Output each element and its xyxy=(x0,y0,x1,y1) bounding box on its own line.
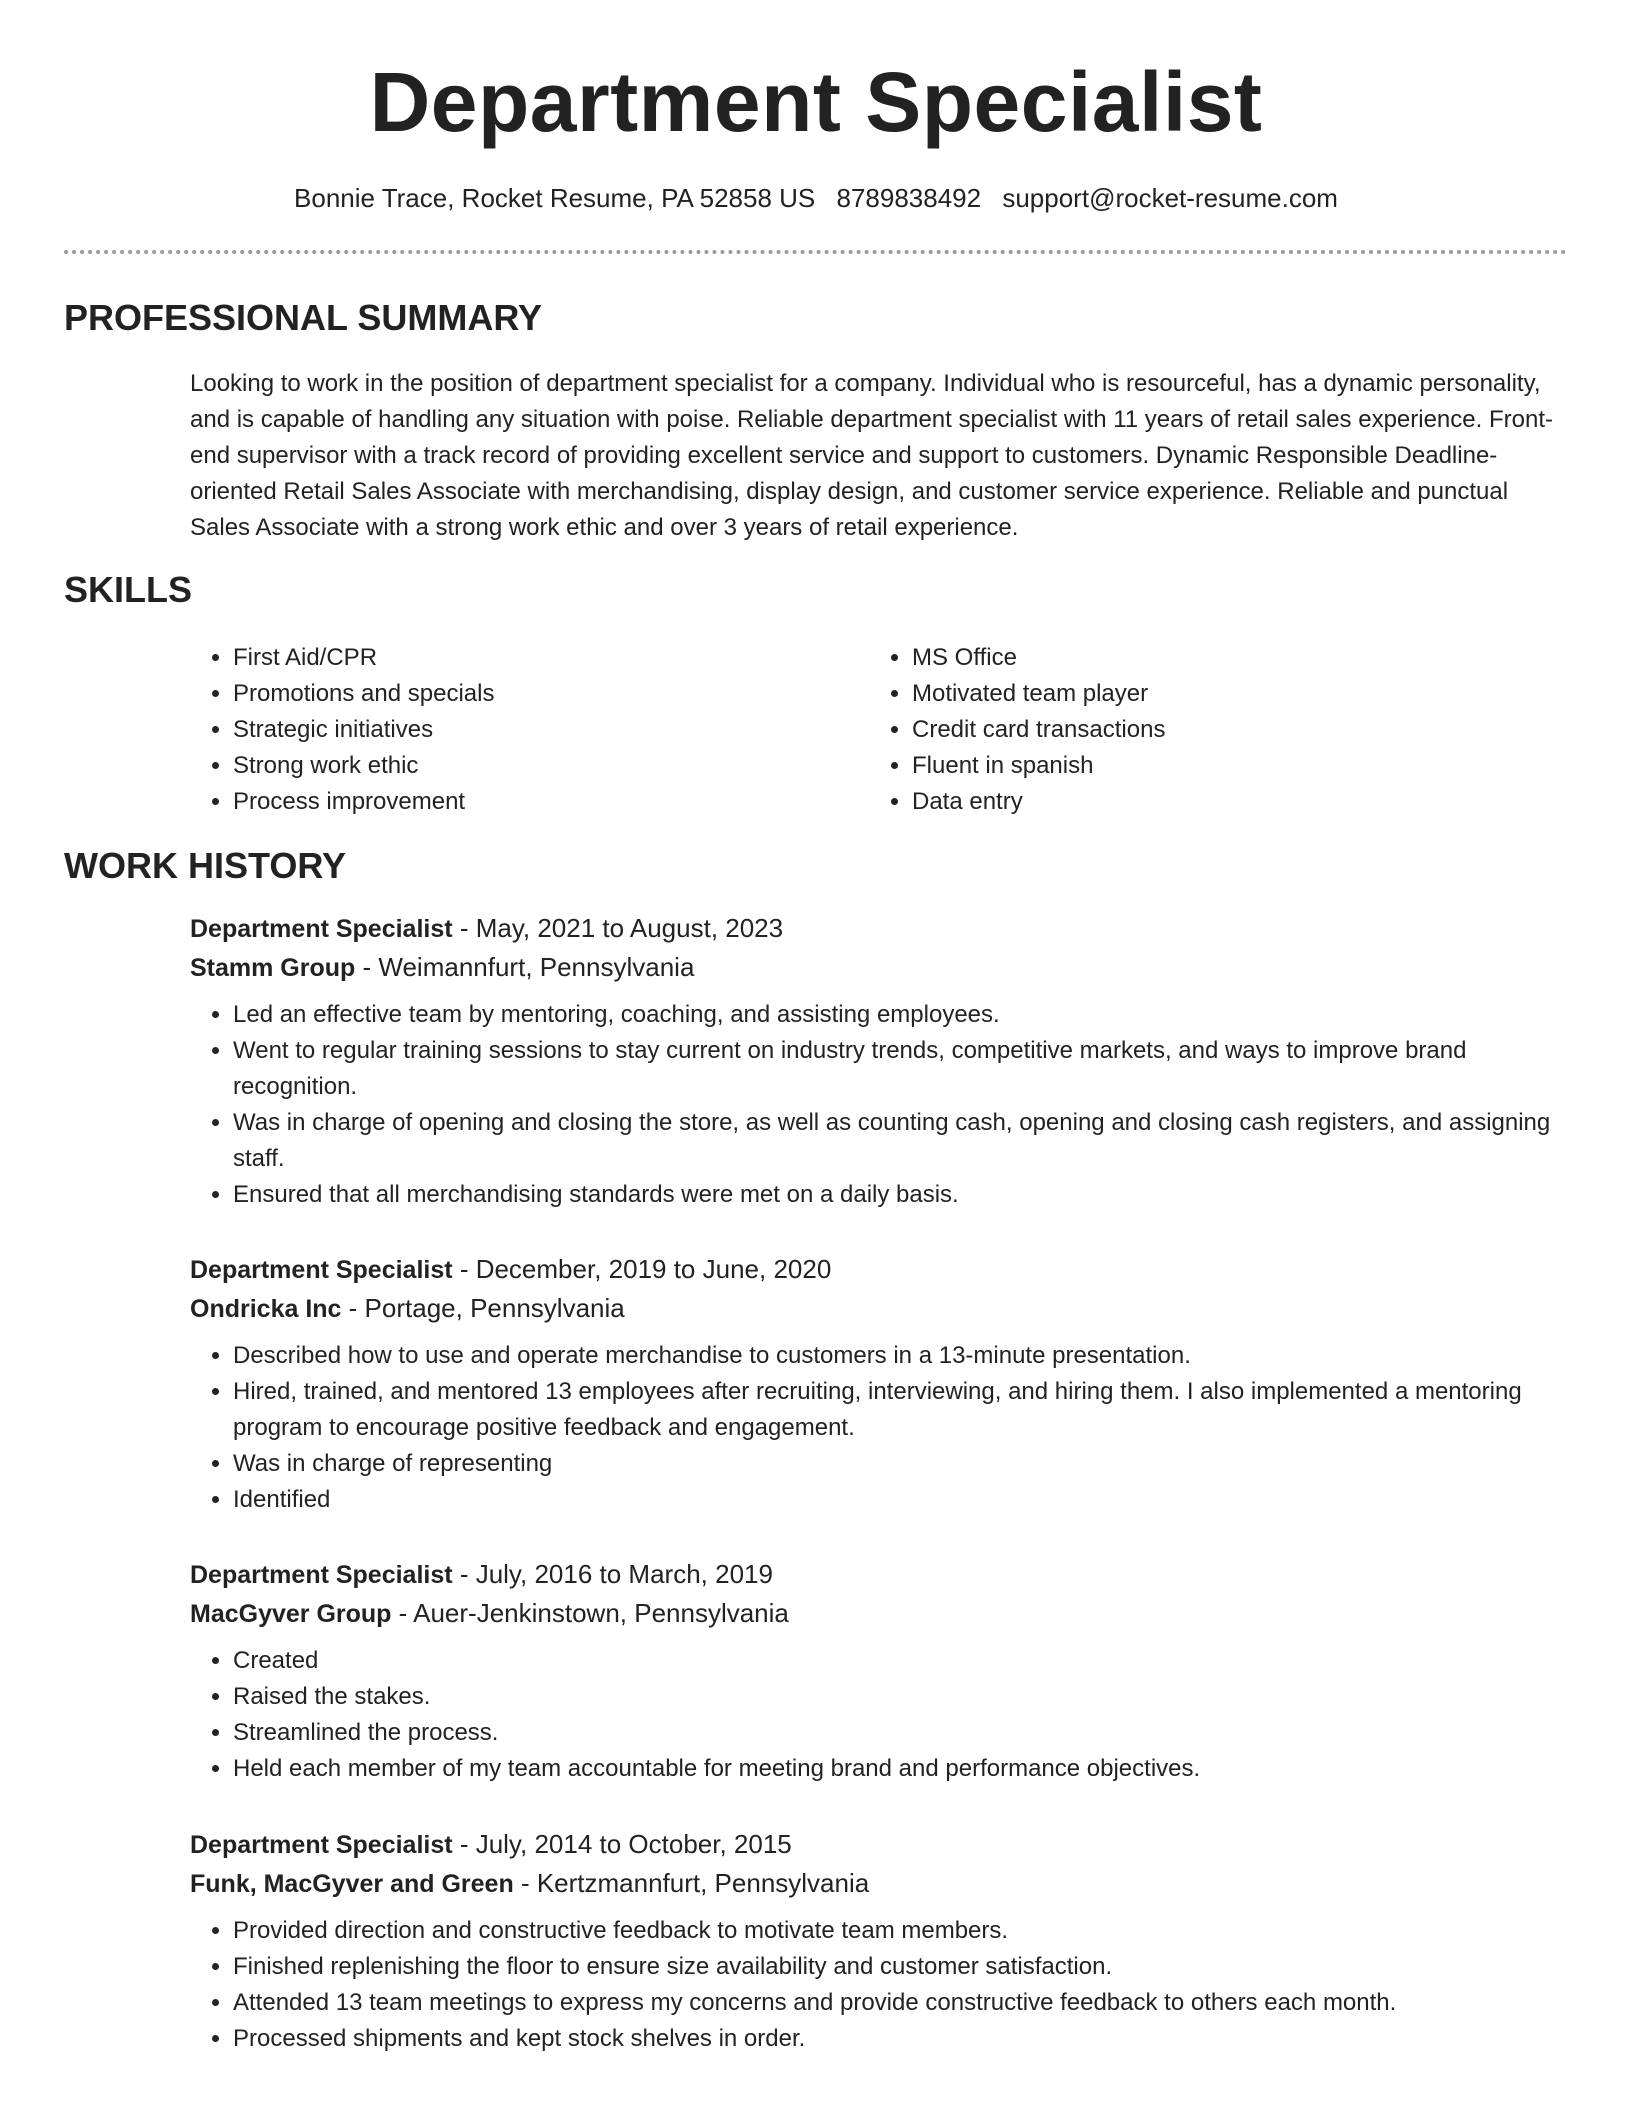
skill-item: • Motivated team player xyxy=(912,676,1548,712)
summary-text: Looking to work in the position of department specialist for a company. Individual who is resourceful, has a dynamic personality, and is capable of handling any situation with poise. Reliable department specialist with 11 years of retail sales experience. Front-end supervisor with a track record of providing excellent service and support to customers. Dynamic Responsible Deadline-oriented Retail Sales Associate with merchandising, display design, and customer service experience. Reliable and punctual Sales Associate with a strong work ethic and over 3 years of retail experience. xyxy=(190,370,1553,541)
job-bullet: • Processed shipments and kept stock shelves in order. xyxy=(233,2021,1570,2057)
skills-heading: SKILLS xyxy=(64,569,193,610)
job-bullet: • Ensured that all merchandising standards were met on a daily basis. xyxy=(233,1177,1570,1213)
skill-item: • MS Office xyxy=(912,640,1548,676)
contact-phone: 8789838492 xyxy=(836,183,982,213)
job-entry xyxy=(190,909,1570,1213)
job-bullet: • Hired, trained, and mentored 13 employees after recruiting, interviewing, and hiring them. I also implemented a mentoring program to encourage positive feedback and engagement. xyxy=(233,1374,1570,1446)
job-role: Department Specialist xyxy=(190,915,453,943)
job-location: - Portage, Pennsylvania xyxy=(341,1293,625,1323)
skills-column-left xyxy=(190,640,869,820)
job-dates: - December, 2019 to June, 2020 xyxy=(452,1254,832,1284)
job-bullet: • Went to regular training sessions to stay current on industry trends, competitive markets, and ways to improve brand recognition. xyxy=(233,1033,1570,1105)
summary-heading: PROFESSIONAL SUMMARY xyxy=(64,297,543,338)
skill-item: • Strong work ethic xyxy=(233,748,869,784)
job-location: - Kertzmannfurt, Pennsylvania xyxy=(513,1868,870,1898)
job-bullet: • Held each member of my team accountable for meeting brand and performance objectives. xyxy=(233,1751,1570,1787)
job-company-line xyxy=(190,1864,1570,1903)
job-company-line xyxy=(190,1594,1570,1633)
job-role: Department Specialist xyxy=(190,1831,453,1859)
job-dates: - July, 2016 to March, 2019 xyxy=(452,1559,773,1589)
contact-line xyxy=(0,181,1632,215)
job-title-line xyxy=(190,1250,1570,1289)
job-company-line xyxy=(190,948,1570,987)
job-title-line xyxy=(190,1555,1570,1594)
job-dates: - May, 2021 to August, 2023 xyxy=(452,913,784,943)
skill-item: • Strategic initiatives xyxy=(233,712,869,748)
skill-item: • Fluent in spanish xyxy=(912,748,1548,784)
job-bullet: • Identified xyxy=(233,1482,1570,1518)
job-bullet: • Created xyxy=(233,1643,1570,1679)
skills-list xyxy=(190,640,1570,820)
job-bullet: • Raised the stakes. xyxy=(233,1679,1570,1715)
job-bullets xyxy=(190,1643,1570,1787)
skill-item: • Process improvement xyxy=(233,784,869,820)
job-bullet: • Attended 13 team meetings to express my concerns and provide constructive feedback to others each month. xyxy=(233,1985,1570,2021)
job-entry xyxy=(190,1825,1570,2057)
job-bullet: • Was in charge of representing xyxy=(233,1446,1570,1482)
job-bullet: • Streamlined the process. xyxy=(233,1715,1570,1751)
job-title-line xyxy=(190,1825,1570,1864)
job-title-line xyxy=(190,909,1570,948)
skill-item: • First Aid/CPR xyxy=(233,640,869,676)
job-bullets xyxy=(190,1338,1570,1518)
job-location: - Weimannfurt, Pennsylvania xyxy=(355,952,695,982)
job-bullet: • Led an effective team by mentoring, coaching, and assisting employees. xyxy=(233,997,1570,1033)
job-company: MacGyver Group xyxy=(190,1600,392,1628)
job-bullet: • Was in charge of opening and closing the store, as well as counting cash, opening and closing cash registers, and assigning staff. xyxy=(233,1105,1570,1177)
job-location: - Auer-Jenkinstown, Pennsylvania xyxy=(391,1598,789,1628)
job-entry xyxy=(190,1555,1570,1787)
skills-column-right xyxy=(869,640,1548,820)
job-entry xyxy=(190,1250,1570,1518)
skill-item: • Data entry xyxy=(912,784,1548,820)
header-divider xyxy=(64,250,1567,254)
job-company: Stamm Group xyxy=(190,954,356,982)
job-bullet: • Finished replenishing the floor to ensure size availability and customer satisfaction. xyxy=(233,1949,1570,1985)
job-bullet: • Provided direction and constructive feedback to motivate team members. xyxy=(233,1913,1570,1949)
page-title: Department Specialist xyxy=(369,55,1263,149)
job-role: Department Specialist xyxy=(190,1561,453,1589)
contact-email: support@rocket-resume.com xyxy=(1002,183,1338,213)
job-bullets xyxy=(190,997,1570,1213)
job-company: Funk, MacGyver and Green xyxy=(190,1870,514,1898)
work-history-heading: WORK HISTORY xyxy=(64,845,347,886)
job-bullet: • Described how to use and operate merchandise to customers in a 13-minute presentation. xyxy=(233,1338,1570,1374)
job-company: Ondricka Inc xyxy=(190,1295,342,1323)
contact-address: Bonnie Trace, Rocket Resume, PA 52858 US xyxy=(294,183,816,213)
job-company-line xyxy=(190,1289,1570,1328)
skill-item: • Promotions and specials xyxy=(233,676,869,712)
skill-item: • Credit card transactions xyxy=(912,712,1548,748)
job-role: Department Specialist xyxy=(190,1256,453,1284)
job-bullets xyxy=(190,1913,1570,2057)
job-dates: - July, 2014 to October, 2015 xyxy=(452,1829,792,1859)
